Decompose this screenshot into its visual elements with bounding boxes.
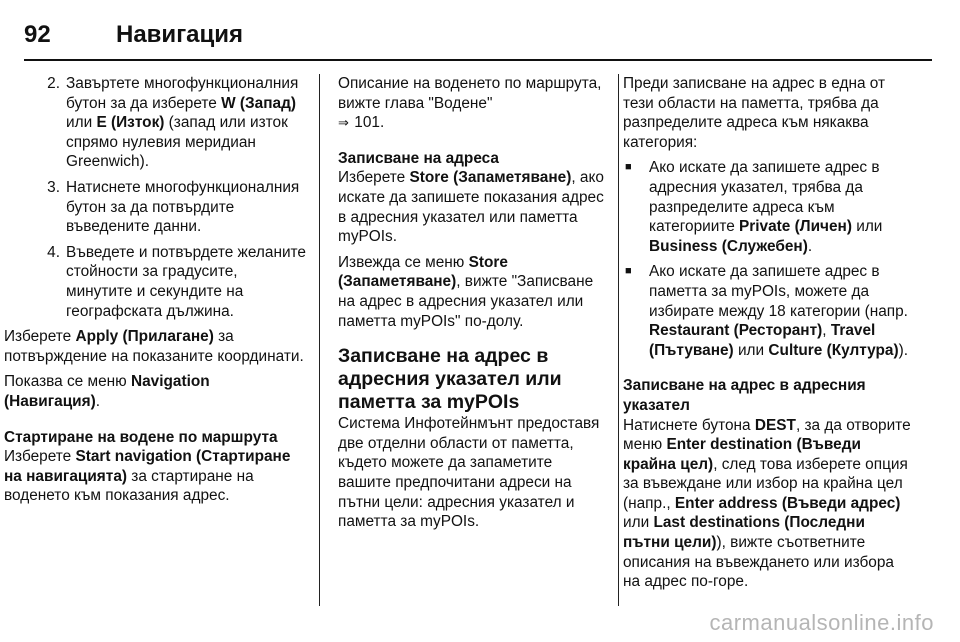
bullet-item <box>623 158 913 256</box>
column-divider <box>319 74 320 606</box>
subheading: Записване на адреса <box>338 149 499 167</box>
subheading: Стартиране на водене по маршрута <box>4 428 278 446</box>
paragraph: Изберете Start navigation (Стартиране на навигацията) за стартиране на воденето към показания адрес. <box>4 448 291 505</box>
watermark: carmanualsonline.info <box>709 610 934 635</box>
step-number: 2. <box>47 75 60 92</box>
step-number: 4. <box>47 243 60 261</box>
page-reference-arrow-icon: ⇒ <box>338 115 349 131</box>
bullet-square-icon: ■ <box>625 161 632 174</box>
bullet-item <box>623 262 913 360</box>
step-number: 3. <box>47 178 60 196</box>
column-3 <box>623 74 913 598</box>
page-header <box>24 14 932 56</box>
numbered-step <box>36 74 306 172</box>
section-title: Записване на адрес в адресния указател или паметта за myPOIs <box>338 345 562 414</box>
page-number: 92 <box>24 21 51 48</box>
paragraph: Изберете Apply (Прилагане) за потвърждение на показаните координати. <box>4 328 304 365</box>
column-1 <box>4 74 306 512</box>
step-text: Въведете и потвърдете желаните стойности за градусите, минутите и секундите на географската дължина. <box>66 243 306 320</box>
bullet-text: Ако искате да запишете адрес в паметта за myPOIs, можете да избирате между 18 категории (напр. Restaurant (Ресторант), Travel (Пътуване) или Culture (Култура)). <box>649 263 908 359</box>
column-divider <box>618 74 619 606</box>
bullet-text: Ако искате да запишете адрес в адресния указател, трябва да разпределите адреса към категориите Private (Личен) или Business (Служебен). <box>649 159 883 255</box>
step-text: Натиснете многофункционалния бутон за да потвърдите въведените данни. <box>66 178 300 236</box>
numbered-step <box>36 178 306 237</box>
paragraph: Изберете Store (Запаметяване), ако искате да запишете показания адрес в адресния указател или паметта myPOIs. <box>338 169 604 246</box>
paragraph: Показва се меню Navigation (Навигация). <box>4 373 210 410</box>
paragraph: Преди записване на адрес в една от тези области на паметта, трябва да разпределите адреса към някаква категория: <box>623 75 886 151</box>
subheading: Записване на адрес в адресния указател <box>623 377 866 414</box>
column-2 <box>338 74 606 538</box>
paragraph: Натиснете бутона DEST, за да отворите меню Enter destination (Въведи крайна цел), след това изберете опция за въвеждане или избор на крайна цел (напр., Enter address (Въведи адрес) или Last destinations (Последни пътни цели)), вижте съответните описания на въвеждането или избора на адрес по-горе. <box>623 416 911 591</box>
page-title: Навигация <box>116 21 244 48</box>
step-text: Завъртете многофункционалния бутон за да изберете W (Запад) или E (Изток) (запад или изток спрямо нулевия меридиан Greenwich). <box>66 75 299 171</box>
bullet-square-icon: ■ <box>625 265 632 278</box>
paragraph: Извежда се меню Store (Запаметяване), вижте "Записване на адрес в адресния указател или паметта myPOIs" по-долу. <box>338 253 594 330</box>
paragraph: Описание на воденето по маршрута, вижте глава "Водене" ⇒ 101. <box>338 75 602 132</box>
page-reference: 101. <box>354 114 385 132</box>
header-rule <box>24 59 932 61</box>
numbered-step <box>36 243 306 321</box>
paragraph: Система Инфотейнмънт предоставя две отделни области от паметта, където можете да запаметите вашите предпочитани адреси на пътни цели: адресния указател и паметта за myPOIs. <box>338 415 600 531</box>
